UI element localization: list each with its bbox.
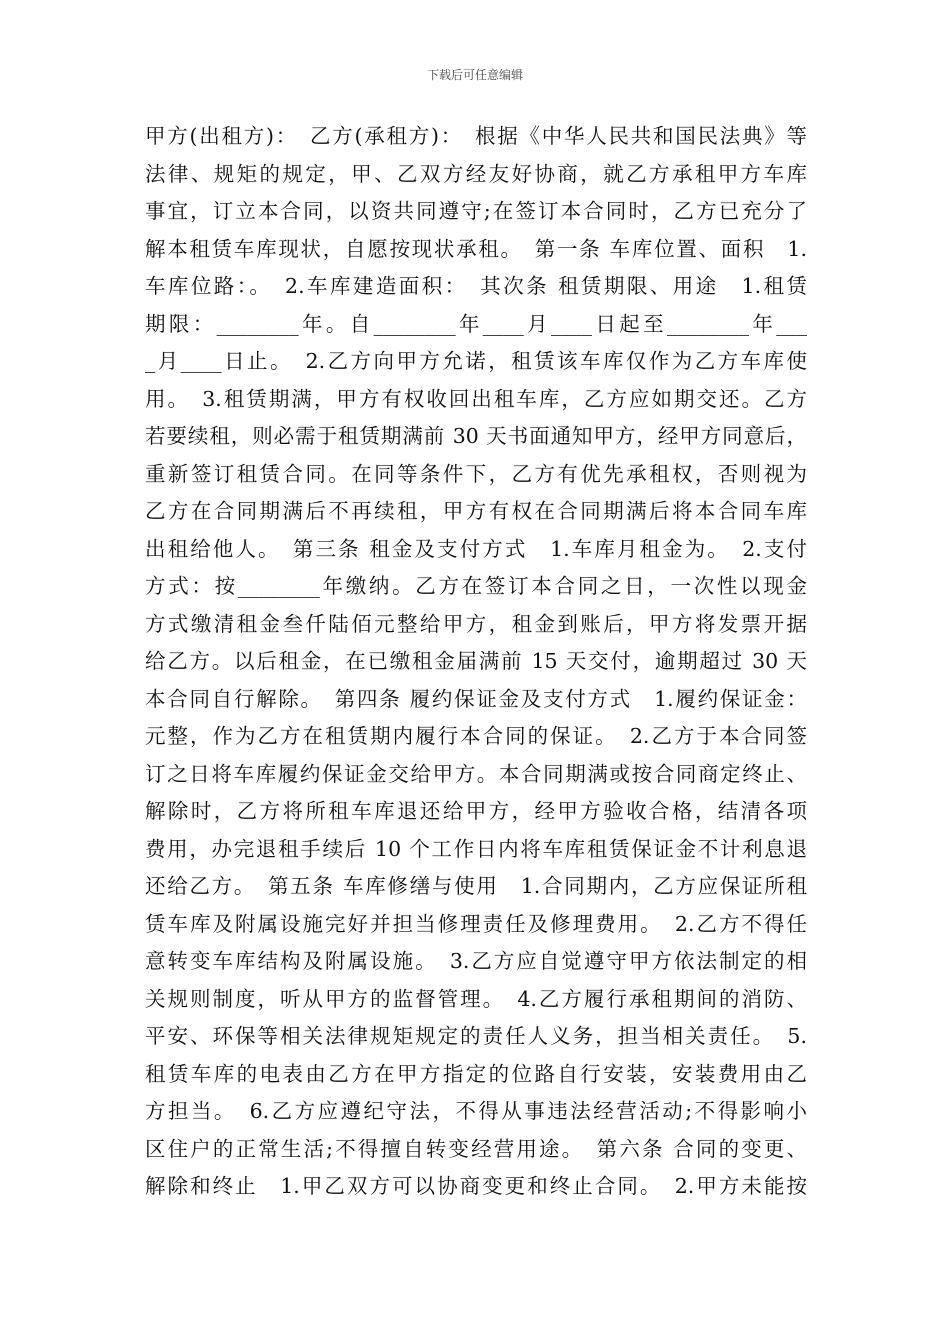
text-line: 订之日将车库履约保证金交给甲方。本合同期满或按合同商定终止、	[145, 761, 807, 786]
text-line: 期限：________年。自________年____月____日起至________年___	[145, 311, 807, 336]
text-line: 费用，办完退租手续后 10 个工作日内将车库租赁保证金不计利息退	[145, 836, 807, 861]
text-line: 平安、环保等相关法律规矩规定的责任人义务，担当相关责任。 5.	[145, 1024, 807, 1048]
text-line: 车库位路：。 2.车库建造面积： 其次条 租赁期限、用途 1.租赁	[145, 274, 807, 298]
text-line: 本合同自行解除。 第四条 履约保证金及支付方式 1.履约保证金：	[145, 686, 807, 711]
text-line: 法律、规矩的规定，甲、乙双方经友好协商，就乙方承租甲方车库	[145, 161, 807, 186]
text-line: 给乙方。以后租金，在已缴租金届满前 15 天交付，逾期超过 30 天	[145, 649, 807, 673]
text-line: 解本租赁车库现状，自愿按现状承租。 第一条 车库位置、面积 1.	[145, 236, 807, 261]
text-line: 租赁车库的电表由乙方在甲方指定的位路自行安装，安装费用由乙	[145, 1061, 807, 1086]
text-line: _月____日止。 2.乙方向甲方允诺，租赁该车库仅作为乙方车库使	[145, 349, 807, 373]
document-body	[145, 118, 807, 1206]
text-line: 方式缴清租金叁仟陆佰元整给甲方，租金到账后，甲方将发票开据	[145, 611, 807, 636]
text-line: 事宜，订立本合同，以资共同遵守;在签订本合同时，乙方已充分了	[145, 199, 807, 223]
text-line: 元整，作为乙方在租赁期内履行本合同的保证。 2.乙方于本合同签	[145, 724, 807, 748]
text-line: 意转变车库结构及附属设施。 3.乙方应自觉遵守甲方依法制定的相	[145, 949, 807, 973]
text-line: 方担当。 6.乙方应遵纪守法，不得从事违法经营活动;不得影响小	[145, 1099, 807, 1123]
text-line: 乙方在合同期满后不再续租，甲方有权在合同期满后将本合同车库	[145, 499, 807, 523]
text-line: 若要续租，则必需于租赁期满前 30 天书面通知甲方，经甲方同意后，	[145, 424, 807, 448]
text-line: 还给乙方。 第五条 车库修缮与使用 1.合同期内，乙方应保证所租	[145, 874, 807, 898]
text-line: 甲方(出租方)： 乙方(承租方)： 根据《中华人民共和国民法典》等	[145, 124, 807, 148]
text-line: 赁车库及附属设施完好并担当修理责任及修理费用。 2.乙方不得任	[145, 911, 807, 936]
text-line: 解除时，乙方将所租车库退还给甲方，经甲方验收合格，结清各项	[145, 799, 807, 823]
text-line: 出租给他人。 第三条 租金及支付方式 1.车库月租金为。 2.支付	[145, 536, 807, 561]
text-line: 用。 3.租赁期满，甲方有权收回出租车库，乙方应如期交还。乙方	[145, 386, 807, 411]
text-line: 解除和终止 1.甲乙双方可以协商变更和终止合同。 2.甲方未能按	[145, 1174, 807, 1198]
text-line: 重新签订租赁合同。在同等条件下，乙方有优先承租权，否则视为	[145, 461, 807, 486]
text-line: 区住户的正常生活;不得擅自转变经营用途。 第六条 合同的变更、	[145, 1136, 807, 1161]
page-header: 下载后可任意编辑	[426, 68, 523, 82]
text-line: 方式：按________年缴纳。乙方在签订本合同之日，一次性以现金	[145, 574, 807, 598]
text-line: 关规则制度，听从甲方的监督管理。 4.乙方履行承租期间的消防、	[145, 986, 807, 1011]
